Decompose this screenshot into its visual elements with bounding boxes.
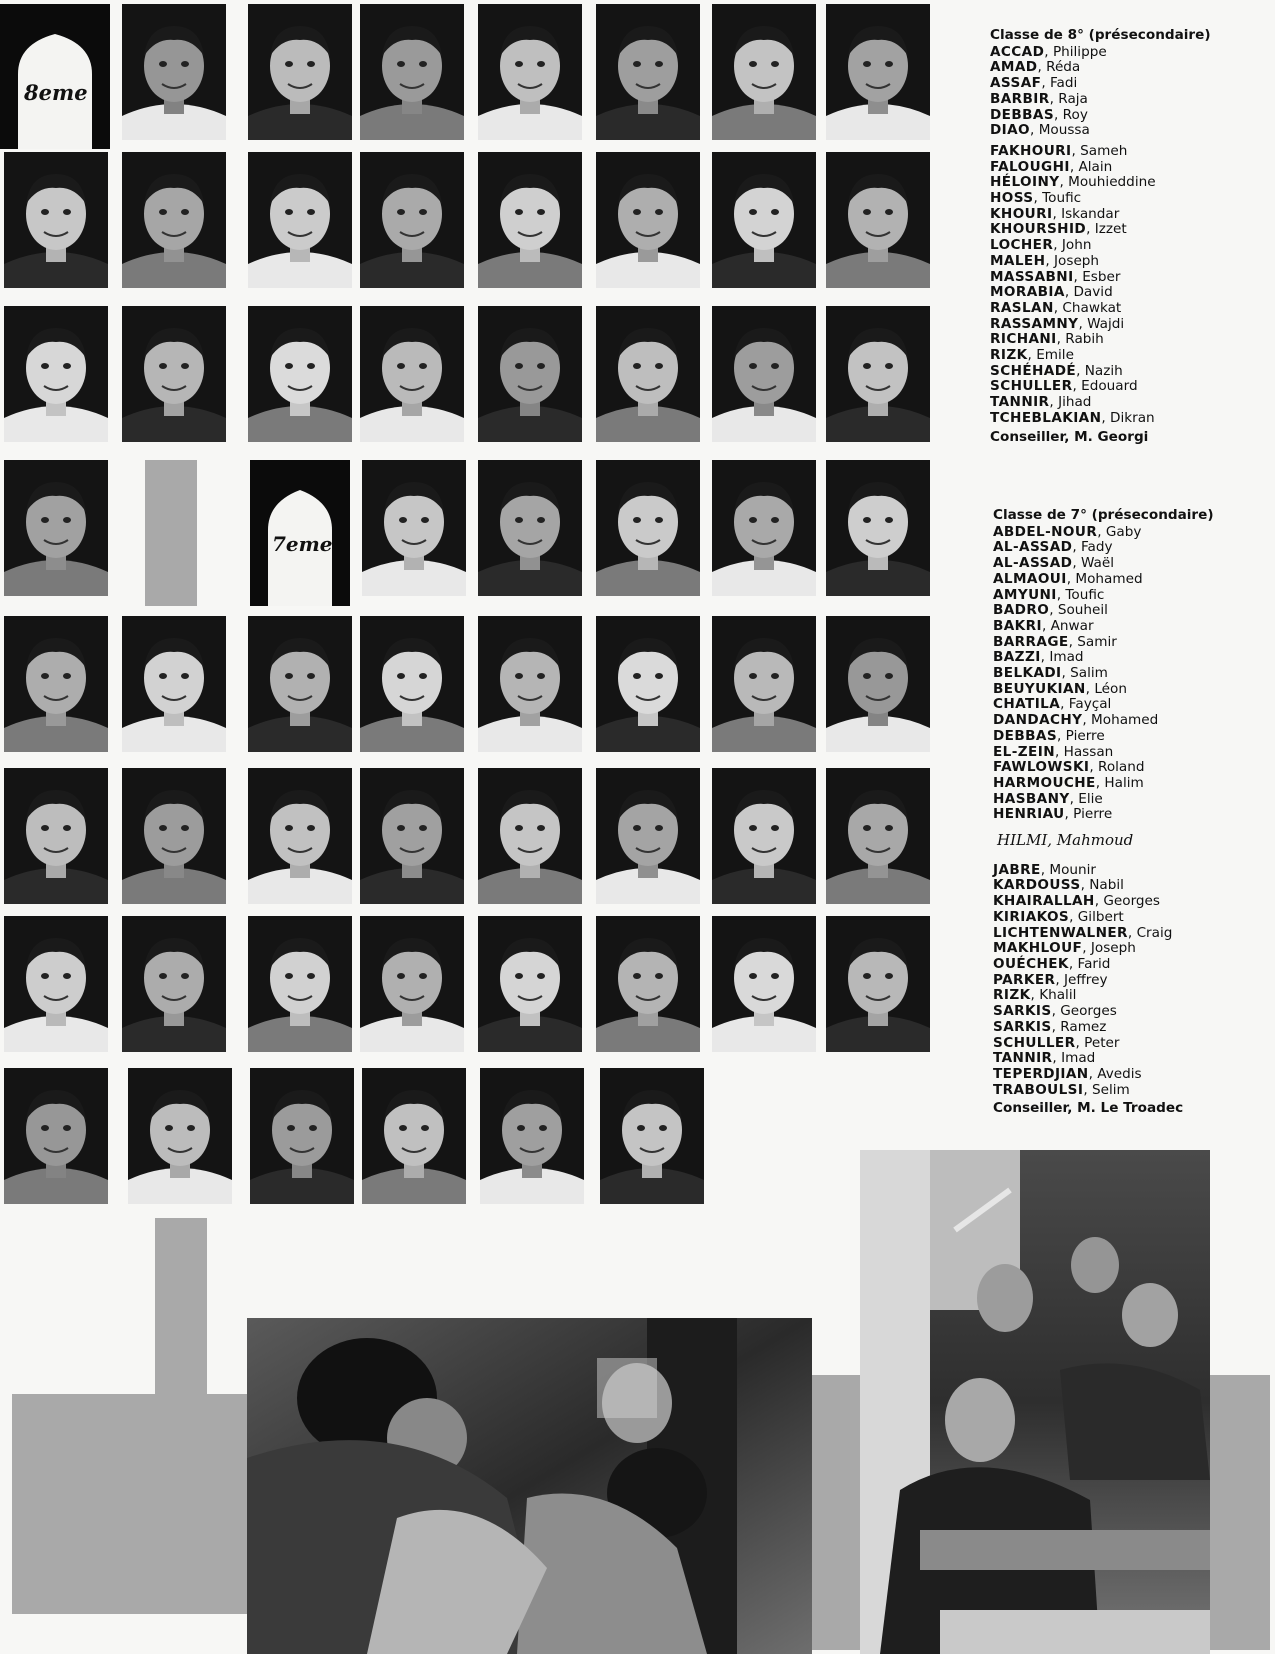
student-name-row: BAKRI, Anwar [993,617,1094,634]
student-last-name: RASSAMNY [990,315,1079,332]
student-first-name: Roland [1098,759,1145,776]
student-last-name: MORABIA [990,284,1065,301]
student-first-name: Chawkat [1062,299,1122,316]
student-first-name: Gilbert [1077,908,1124,925]
student-name-row: KHOURI, Iskandar [990,205,1120,222]
student-name-row: TRABOULSI, Selim [993,1081,1130,1098]
student-name-row: SCHULLER, Edouard [990,378,1138,395]
class8-group2 [990,144,1211,427]
student-last-name: BELKADI [993,665,1062,682]
student-name-row: HASBANY, Elie [993,790,1103,807]
student-name-row: AMAD, Réda [990,59,1081,76]
student-last-name: ACCAD [990,43,1045,60]
student-first-name: Jeffrey [1064,971,1108,988]
student-name-row: RASLAN, Chawkat [990,299,1122,316]
student-portrait [596,152,700,288]
student-first-name: Fadi [1049,75,1078,92]
student-portrait [248,4,352,140]
arch-shape [0,4,110,149]
class8-label-tile [0,4,110,149]
student-last-name: RICHANI [990,331,1057,348]
student-name-row: FAKHOURI, Sameh [990,142,1128,159]
student-last-name: SCHULLER [990,378,1073,395]
class8-counselor: Conseiller, M. Georgi [990,428,1149,445]
student-last-name: BARBIR [990,90,1050,107]
student-portrait [122,916,226,1052]
student-name-row: DIAO, Moussa [990,122,1090,139]
student-first-name: Esber [1082,268,1121,285]
student-portrait [596,460,700,596]
student-name-row: KARDOUSS, Nabil [993,877,1124,894]
student-last-name: HOSS [990,190,1034,207]
student-first-name: Joseph [1054,252,1100,269]
student-portrait [478,460,582,596]
gray-block-bottom-vertical [155,1218,207,1394]
student-portrait [4,460,108,596]
student-name-row: TCHEBLAKIAN, Dikran [990,409,1155,426]
student-name-row: DEBBAS, Pierre [993,727,1105,744]
student-name-row: MORABIA, David [990,284,1113,301]
student-portrait [362,460,466,596]
student-portrait [122,616,226,752]
student-portrait [826,4,930,140]
student-last-name: CHATILA [993,696,1061,713]
student-first-name: Izzet [1094,221,1127,238]
student-name-row: HÉLOINY, Mouhieddine [990,174,1156,191]
student-first-name: Jihad [1058,394,1092,411]
student-portrait [596,616,700,752]
student-last-name: HASBANY [993,790,1070,807]
student-name-row: BADRO, Souheil [993,602,1108,619]
student-portrait [596,916,700,1052]
student-last-name: BAKRI [993,617,1042,634]
student-name-row: EL-ZEIN, Hassan [993,743,1114,760]
student-portrait [248,616,352,752]
student-last-name: SARKIS [993,1003,1052,1020]
student-first-name: Léon [1094,680,1127,697]
student-last-name: KIRIAKOS [993,908,1070,925]
student-first-name: Pierre [1065,727,1105,744]
student-first-name: Roy [1062,106,1088,123]
student-portrait [478,616,582,752]
student-first-name: Avedis [1097,1065,1142,1082]
student-last-name: PARKER [993,971,1056,988]
student-name-row: ACCAD, Philippe [990,43,1107,60]
student-last-name: AL-ASSAD [993,539,1073,556]
student-last-name: LOCHER [990,237,1054,254]
student-first-name: Halim [1104,774,1144,791]
student-name-row: CHATILA, Fayçal [993,696,1112,713]
student-portrait [478,306,582,442]
class8-group1 [990,45,1211,139]
student-name-row: TANNIR, Imad [993,1050,1096,1067]
student-portrait [826,768,930,904]
student-portrait [826,460,930,596]
student-first-name: Toufic [1065,586,1105,603]
student-last-name: FALOUGHI [990,158,1070,175]
class8-label: 8eme [24,80,88,105]
student-first-name: Iskandar [1061,205,1120,222]
student-name-row: MALEH, Joseph [990,252,1100,269]
student-portrait [360,916,464,1052]
student-portrait [826,306,930,442]
student-name-row: KIRIAKOS, Gilbert [993,908,1124,925]
student-first-name: Gaby [1105,523,1142,540]
student-portrait [712,616,816,752]
student-first-name: Edouard [1081,378,1138,395]
student-first-name: Toufic [1042,190,1082,207]
student-portrait [478,152,582,288]
student-name-row: ASSAF, Fadi [990,75,1078,92]
student-portrait [4,152,108,288]
student-name-row: HOSS, Toufic [990,190,1082,207]
student-name-row: BARRAGE, Samir [993,633,1117,650]
student-last-name: DANDACHY [993,712,1083,729]
student-first-name: Mohamed [1075,570,1143,587]
student-last-name: TANNIR [990,394,1050,411]
student-portrait [360,4,464,140]
student-last-name: SCHULLER [993,1034,1076,1051]
student-name-row: ABDEL-NOUR, Gaby [993,523,1142,540]
student-last-name: ASSAF [990,75,1042,92]
student-name-row: KHAIRALLAH, Georges [993,893,1160,910]
student-name-row: DANDACHY, Mohamed [993,712,1159,729]
student-last-name: HÉLOINY [990,174,1060,191]
student-first-name: Nabil [1089,877,1124,894]
student-name-row: LOCHER, John [990,237,1092,254]
student-first-name: Alain [1078,158,1113,175]
student-first-name: Sameh [1080,142,1128,159]
student-portrait [360,152,464,288]
class7-label: 7eme [272,532,333,556]
student-portrait [600,1068,704,1204]
student-portrait [4,916,108,1052]
student-portrait [122,306,226,442]
student-first-name: Réda [1046,59,1081,76]
student-name-row: TEPERDJIAN, Avedis [993,1065,1142,1082]
student-portrait [712,460,816,596]
student-portrait [478,768,582,904]
student-portrait [712,768,816,904]
student-portrait [596,4,700,140]
student-name-row: KHOURSHID, Izzet [990,221,1127,238]
gray-block-row4 [145,460,197,606]
student-portrait [712,306,816,442]
class7-roster [993,508,1214,1117]
student-name-row: BEUYUKIAN, Léon [993,680,1127,697]
student-first-name: Samir [1077,633,1117,650]
student-last-name: RASLAN [990,299,1054,316]
student-first-name: Pierre [1073,806,1113,823]
student-name-row: SCHULLER, Peter [993,1034,1120,1051]
student-last-name: MALEH [990,252,1046,269]
student-last-name: HARMOUCHE [993,774,1096,791]
student-last-name: FAKHOURI [990,142,1072,159]
student-portrait [362,1068,466,1204]
student-first-name: Imad [1061,1050,1096,1067]
student-name-row: RIZK, Khalil [993,987,1077,1004]
student-last-name: RIZK [990,347,1028,364]
student-first-name: Hassan [1063,743,1114,760]
student-first-name: Mouhieddine [1068,174,1156,191]
student-name-row: HENRIAU, Pierre [993,806,1113,823]
student-portrait [826,152,930,288]
student-first-name: Nazih [1084,362,1123,379]
class7-group1 [993,525,1214,823]
student-first-name: Mounir [1049,861,1097,878]
student-first-name: Craig [1136,924,1173,941]
student-portrait [4,306,108,442]
student-name-row: BARBIR, Raja [990,90,1088,107]
student-name-row: OUÉCHEK, Farid [993,955,1111,972]
student-portrait [128,1068,232,1204]
student-first-name: Elie [1078,790,1103,807]
student-first-name: Fady [1080,539,1113,556]
student-first-name: Imad [1049,649,1084,666]
student-portrait [250,1068,354,1204]
student-name-row: ALMAOUI, Mohamed [993,570,1143,587]
student-first-name: Rabih [1065,331,1104,348]
student-first-name: Raja [1058,90,1088,107]
student-first-name: Waël [1080,555,1115,572]
student-last-name: AL-ASSAD [993,555,1073,572]
student-name-row: SCHÉHADÉ, Nazih [990,362,1123,379]
student-name-row: AL-ASSAD, Waël [993,555,1115,572]
student-last-name: KARDOUSS [993,877,1081,894]
student-portrait [360,616,464,752]
student-last-name: DEBBAS [990,106,1055,123]
class7-group2 [993,863,1214,1099]
student-portrait [712,916,816,1052]
student-last-name: SARKIS [993,1018,1052,1035]
student-portrait [248,152,352,288]
class7-title: Classe de 7° (présecondaire) [993,507,1214,523]
student-first-name: Ramez [1060,1018,1107,1035]
student-last-name: LICHTENWALNER [993,924,1128,941]
student-portrait [826,916,930,1052]
student-first-name: Georges [1103,893,1160,910]
student-last-name: BEUYUKIAN [993,680,1086,697]
student-first-name: Peter [1084,1034,1120,1051]
student-name-row: MAKHLOUF, Joseph [993,940,1136,957]
student-portrait [478,916,582,1052]
student-last-name: MAKHLOUF [993,940,1083,957]
student-first-name: Moussa [1038,122,1090,139]
student-portrait [826,616,930,752]
student-first-name: Khalil [1039,987,1077,1004]
student-last-name: AMAD [990,59,1038,76]
student-last-name: SCHÉHADÉ [990,362,1077,379]
student-name-row: HARMOUCHE, Halim [993,774,1144,791]
student-first-name: Dikran [1110,409,1155,426]
gray-block-bottom-left [12,1394,247,1614]
student-name-row: DEBBAS, Roy [990,106,1088,123]
student-last-name: KHOURSHID [990,221,1087,238]
student-first-name: Anwar [1050,617,1094,634]
student-portrait [480,1068,584,1204]
student-first-name: Fayçal [1068,696,1112,713]
student-name-row: FAWLOWSKI, Roland [993,759,1145,776]
student-name-row: JABRE, Mounir [993,861,1097,878]
student-last-name: TRABOULSI [993,1081,1084,1098]
student-portrait [248,768,352,904]
group-photo-floor [247,1318,812,1654]
student-portrait [596,306,700,442]
student-last-name: TEPERDJIAN [993,1065,1089,1082]
student-name-row: MASSABNI, Esber [990,268,1121,285]
student-portrait [596,768,700,904]
student-last-name: KHOURI [990,205,1053,222]
student-last-name: ALMAOUI [993,570,1067,587]
student-last-name: JABRE [993,861,1041,878]
student-portrait [360,306,464,442]
student-first-name: David [1073,284,1113,301]
student-last-name: MASSABNI [990,268,1074,285]
handwritten-name: HILMI, Mahmoud [997,831,1134,850]
student-portrait [122,4,226,140]
class7-counselor: Conseiller, M. Le Troadec [993,1100,1184,1117]
class8-title: Classe de 8° (présecondaire) [990,27,1211,43]
student-last-name: TANNIR [993,1050,1053,1067]
class8-roster [990,28,1211,445]
student-first-name: Farid [1077,955,1111,972]
student-first-name: Emile [1036,347,1074,364]
student-portrait [712,4,816,140]
student-name-row: SARKIS, Georges [993,1003,1117,1020]
student-name-row: RICHANI, Rabih [990,331,1104,348]
student-name-row: RASSAMNY, Wajdi [990,315,1125,332]
student-first-name: Salim [1070,665,1108,682]
student-name-row: AMYUNI, Toufic [993,586,1105,603]
student-portrait [4,768,108,904]
student-portrait [122,768,226,904]
student-first-name: John [1061,237,1092,254]
student-portrait [478,4,582,140]
student-portrait [248,306,352,442]
student-last-name: DIAO [990,122,1031,139]
student-first-name: Philippe [1052,43,1107,60]
class7-label-tile [250,460,350,606]
student-first-name: Georges [1060,1003,1117,1020]
student-name-row: SARKIS, Ramez [993,1018,1107,1035]
student-name-row: PARKER, Jeffrey [993,971,1108,988]
student-name-row: TANNIR, Jihad [990,394,1092,411]
student-last-name: OUÉCHEK [993,955,1069,972]
student-last-name: ABDEL-NOUR [993,523,1098,540]
student-portrait [712,152,816,288]
student-last-name: KHAIRALLAH [993,893,1095,910]
student-last-name: EL-ZEIN [993,743,1055,760]
student-portrait [248,916,352,1052]
student-last-name: HENRIAU [993,806,1065,823]
student-name-row: AL-ASSAD, Fady [993,539,1113,556]
student-last-name: BARRAGE [993,633,1069,650]
student-name-row: BAZZI, Imad [993,649,1084,666]
student-first-name: Wajdi [1087,315,1125,332]
student-name-row: BELKADI, Salim [993,665,1108,682]
student-last-name: BAZZI [993,649,1041,666]
student-last-name: BADRO [993,602,1050,619]
student-portrait [4,616,108,752]
student-last-name: FAWLOWSKI [993,759,1090,776]
student-portrait [360,768,464,904]
student-first-name: Selim [1091,1081,1130,1098]
student-first-name: Souheil [1057,602,1108,619]
student-last-name: RIZK [993,987,1031,1004]
student-name-row: FALOUGHI, Alain [990,158,1113,175]
student-portrait [122,152,226,288]
student-first-name: Joseph [1090,940,1136,957]
student-portrait [4,1068,108,1204]
student-first-name: Mohamed [1091,712,1159,729]
student-last-name: AMYUNI [993,586,1057,603]
student-last-name: DEBBAS [993,727,1058,744]
student-name-row: LICHTENWALNER, Craig [993,924,1173,941]
student-last-name: TCHEBLAKIAN [990,409,1102,426]
student-name-row: RIZK, Emile [990,347,1074,364]
classroom-photo [860,1150,1210,1654]
